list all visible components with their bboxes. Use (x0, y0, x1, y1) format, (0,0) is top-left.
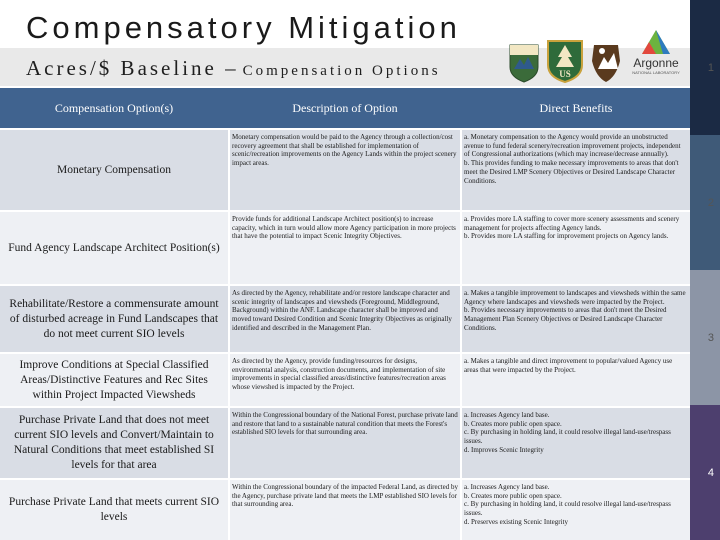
table-row (0, 352, 690, 406)
sidebar-number-4: 4 (707, 467, 714, 479)
benefit-item: b. This provides funding to make necessary improvements to areas that don't meet the Desired LMP Scenery Objectives or Desired Landscape Character Conditions. (464, 159, 679, 185)
benefit-item: b. Creates more public open space. (464, 491, 562, 500)
benefit-item: d. Improves Scenic Integrity (464, 445, 544, 454)
sidebar-segment-2 (690, 135, 720, 270)
description-cell: Within the Congressional boundary of the impacted Federal Land, as directed by the Agency, purchase private land that meets the LMP established SIO levels for that surrounding area. (230, 480, 460, 540)
argonne-logo-icon (626, 28, 686, 88)
slide-sidebar (690, 0, 720, 540)
description-cell: As directed by the Agency, rehabilitate and/or restore landscape character and scenic integrity of landscapes and viewsheds (Foreground, Middleground, Background) within the ANF. Landscape character shall be improved and moved toward Desired Condition and Scenic Integrity Objectives as originally identified and described in the Management Plan. (230, 286, 460, 352)
svg-text:US: US (559, 69, 571, 79)
benefit-item: b. Creates more public open space. (464, 419, 562, 428)
description-cell: Provide funds for additional Landscape Architect position(s) to increase capacity, which in turn would allow more Agency participation in more projects that have the potential to impact Scenic Integrity Objectives. (230, 212, 460, 284)
benefit-item: a. Makes a tangible and direct improvement to popular/valued Agency use areas that were impacted by the Project. (464, 357, 673, 374)
sidebar-segment-1 (690, 0, 720, 135)
option-cell: Purchase Private Land that meets current SIO levels (0, 480, 228, 540)
sidebar-number-2: 2 (707, 197, 714, 209)
benefit-item: a. Monetary compensation to the Agency would provide an unobstructed avenue to fund federal scenery/recreation improvement projects, independent of Congressional authorizations (which may increase/decrease annually). (464, 133, 681, 159)
subtitle-main: Acres/$ Baseline – (26, 56, 239, 80)
table-row (0, 406, 690, 478)
slide-title: Compensatory Mitigation (26, 10, 461, 45)
argonne-subtitle: NATIONAL LABORATORY (632, 70, 680, 75)
option-cell: Monetary Compensation (0, 130, 228, 210)
benefit-item: c. By purchasing in holding land, it could resolve illegal land-use/trespass issues. (464, 428, 671, 446)
benefit-item: b. Provides more LA staffing for improvement projects on Agency lands. (464, 232, 669, 241)
argonne-name: Argonne (633, 56, 679, 70)
benefit-item: b. Provides necessary improvements to areas that don't meet the Desired Management Plan Scenery Objectives or Desired Landscape Character Conditions. (464, 306, 667, 332)
table-row (0, 128, 690, 210)
blm-logo-icon (508, 43, 540, 88)
sidebar-number-3: 3 (707, 332, 714, 344)
benefits-cell (462, 480, 690, 540)
agency-logos (508, 28, 686, 88)
sidebar-segment-3 (690, 270, 720, 405)
table-row (0, 478, 690, 540)
header-description: Description of Option (292, 100, 398, 115)
benefits-cell (462, 286, 690, 352)
header-option: Compensation Option(s) (54, 100, 174, 115)
nps-logo-icon (590, 41, 622, 88)
benefits-cell (462, 212, 690, 284)
table-row (0, 210, 690, 284)
benefit-item: a. Increases Agency land base. (464, 483, 550, 491)
description-cell: As directed by the Agency, provide funding/resources for designs, environmental analysis, construction documents, and implementation of site improvements in special classified areas/distinctive features/recreation areas whose viewshed is impacted by the Project. (230, 354, 460, 406)
option-cell: Improve Conditions at Special Classified Areas/Distinctive Features and Rec Sites within Project Impacted Viewsheds (0, 354, 228, 406)
benefit-item: a. Increases Agency land base. (464, 411, 550, 419)
benefit-item: a. Provides more LA staffing to cover more scenery assessments and scenery management for projects affecting Agency lands. (464, 215, 680, 232)
sidebar-segment-4 (690, 405, 720, 540)
benefits-cell (462, 354, 690, 406)
benefits-cell (462, 408, 690, 478)
benefit-item: a. Makes a tangible improvement to landscapes and viewsheds within the same Agency where landscapes and viewsheds were impacted by the Project. (464, 289, 686, 306)
description-cell: Within the Congressional boundary of the National Forest, purchase private land and restore that land to a sustainable natural condition that meets the Forest's established SIO levels for that surrounding area. (230, 408, 460, 478)
benefit-item: d. Preserves existing Scenic Integrity (464, 517, 569, 526)
subtitle-secondary: Compensation Options (242, 63, 441, 79)
sidebar-number-1: 1 (707, 62, 714, 74)
benefit-item: c. By purchasing in holding land, it could resolve illegal land-use/trespass issues. (464, 500, 671, 518)
header-benefits: Direct Benefits (539, 100, 613, 115)
description-cell: Monetary compensation would be paid to the Agency through a collection/cost recovery agreement that shall be established for implementation of scenic/recreation improvements on the Agency Lands within the project scenery impact areas. (230, 130, 460, 210)
option-cell: Rehabilitate/Restore a commensurate amount of disturbed acreage in Fund Landscapes that do not meet current SIO levels (0, 286, 228, 352)
table-row (0, 284, 690, 352)
benefits-cell (462, 130, 690, 210)
option-cell: Purchase Private Land that does not meet current SIO levels and Convert/Maintain to Natural Conditions that meet established SI levels for that area (0, 408, 228, 478)
option-cell: Fund Agency Landscape Architect Position(s) (0, 212, 228, 284)
slide-subtitle (26, 56, 441, 81)
forest-service-logo-icon (544, 39, 586, 88)
table-header (0, 88, 690, 128)
